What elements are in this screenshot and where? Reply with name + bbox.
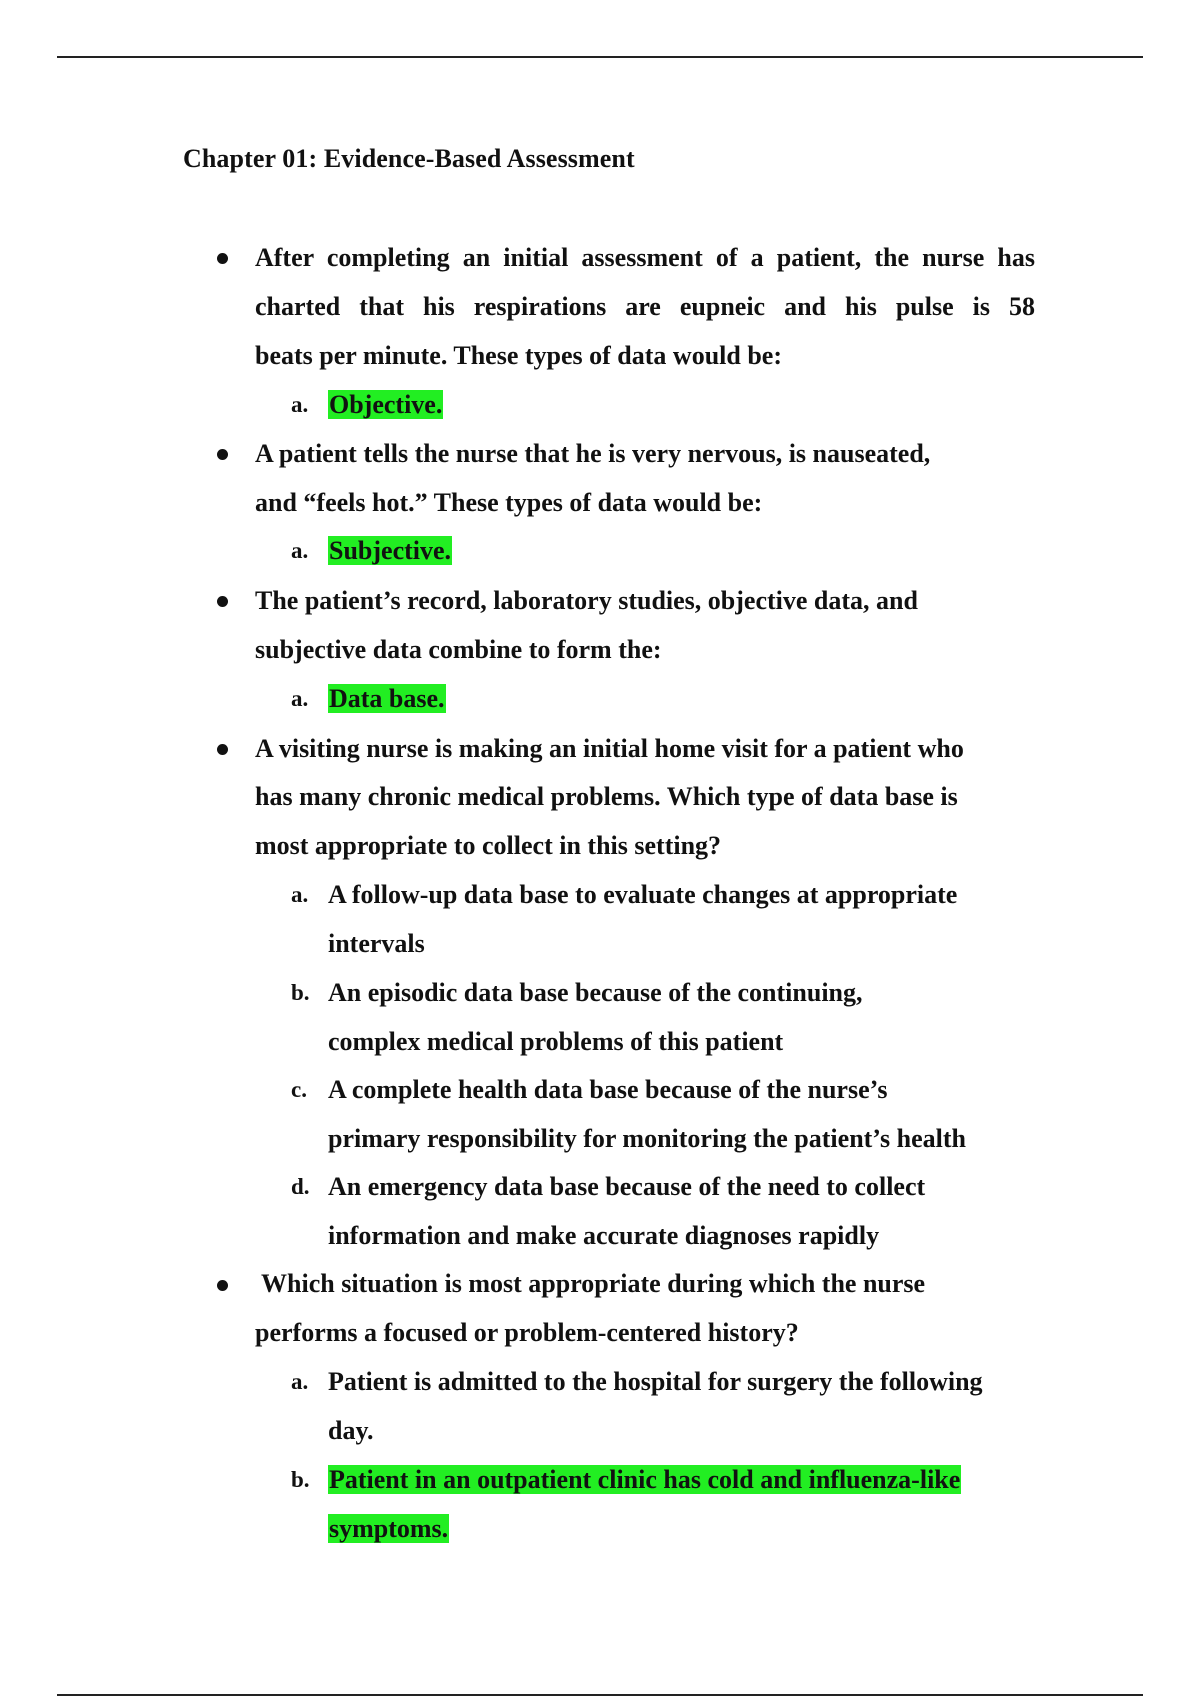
question-5-option-a-line-1: Patient is admitted to the hospital for surgery the following — [328, 1367, 983, 1396]
footer-rule — [57, 1694, 1143, 1696]
question-4-option-d-line-1: An emergency data base because of the need to collect — [328, 1172, 926, 1201]
question-2-option-a — [328, 536, 452, 566]
answer-highlight: Subjective. — [329, 536, 452, 565]
answer-highlight: Objective. — [329, 390, 443, 419]
bullet-icon — [217, 596, 228, 607]
question-4-line-2: has many chronic medical problems. Which type of data base is — [255, 782, 958, 811]
question-4-line-1: A visiting nurse is making an initial home visit for a patient who — [255, 734, 964, 763]
question-3-option-a — [328, 684, 446, 714]
bullet-icon — [217, 253, 228, 264]
question-5-option-b-line-2 — [328, 1514, 449, 1544]
question-5-line-2: performs a focused or problem-centered history? — [255, 1318, 799, 1347]
chapter-title: Chapter 01: Evidence-Based Assessment — [183, 144, 635, 173]
question-1-option-a — [328, 390, 443, 420]
question-4-option-a-line-1: A follow-up data base to evaluate changes at appropriate — [328, 880, 958, 909]
question-5-option-b-letter: b. — [291, 1467, 310, 1492]
question-2-option-a-letter: a. — [291, 538, 309, 563]
question-5-line-1: Which situation is most appropriate during which the nurse — [255, 1269, 926, 1298]
question-4-option-d-letter: d. — [291, 1174, 310, 1199]
question-5-option-a-letter: a. — [291, 1369, 309, 1394]
question-1-line-1: After completing an initial assessment of a patient, the nurse has — [255, 243, 1035, 272]
answer-highlight: Data base. — [329, 684, 445, 713]
question-1-line-2: charted that his respirations are eupneic and his pulse is 58 — [255, 292, 1035, 321]
question-4-option-a-letter: a. — [291, 882, 309, 907]
header-rule — [57, 56, 1143, 58]
question-4-option-b-line-1: An episodic data base because of the continuing, — [328, 978, 863, 1007]
question-3-line-2: subjective data combine to form the: — [255, 635, 662, 664]
question-1-option-a-letter: a. — [291, 392, 309, 417]
bullet-icon — [217, 1280, 228, 1291]
question-4-option-b-letter: b. — [291, 980, 310, 1005]
question-4-line-3: most appropriate to collect in this setting? — [255, 831, 722, 860]
answer-highlight: Patient in an outpatient clinic has cold and influenza-like — [329, 1465, 961, 1494]
question-4-option-c-letter: c. — [291, 1077, 307, 1102]
question-5-option-a-line-2: day. — [328, 1416, 374, 1445]
question-4-option-a-line-2: intervals — [328, 929, 425, 958]
question-3-line-1: The patient’s record, laboratory studies, objective data, and — [255, 586, 918, 615]
bullet-icon — [217, 744, 228, 755]
question-2-line-2: and “feels hot.” These types of data would be: — [255, 488, 763, 517]
question-1-line-3: beats per minute. These types of data would be: — [255, 341, 783, 370]
question-4-option-d-line-2: information and make accurate diagnoses rapidly — [328, 1221, 880, 1250]
question-5-option-b-line-1 — [328, 1465, 961, 1495]
bullet-icon — [217, 449, 228, 460]
question-2-line-1: A patient tells the nurse that he is very nervous, is nauseated, — [255, 439, 931, 468]
question-3-option-a-letter: a. — [291, 686, 309, 711]
question-4-option-c-line-2: primary responsibility for monitoring the patient’s health — [328, 1124, 966, 1153]
question-4-option-c-line-1: A complete health data base because of the nurse’s — [328, 1075, 888, 1104]
answer-highlight: symptoms. — [329, 1514, 449, 1543]
question-4-option-b-line-2: complex medical problems of this patient — [328, 1027, 784, 1056]
